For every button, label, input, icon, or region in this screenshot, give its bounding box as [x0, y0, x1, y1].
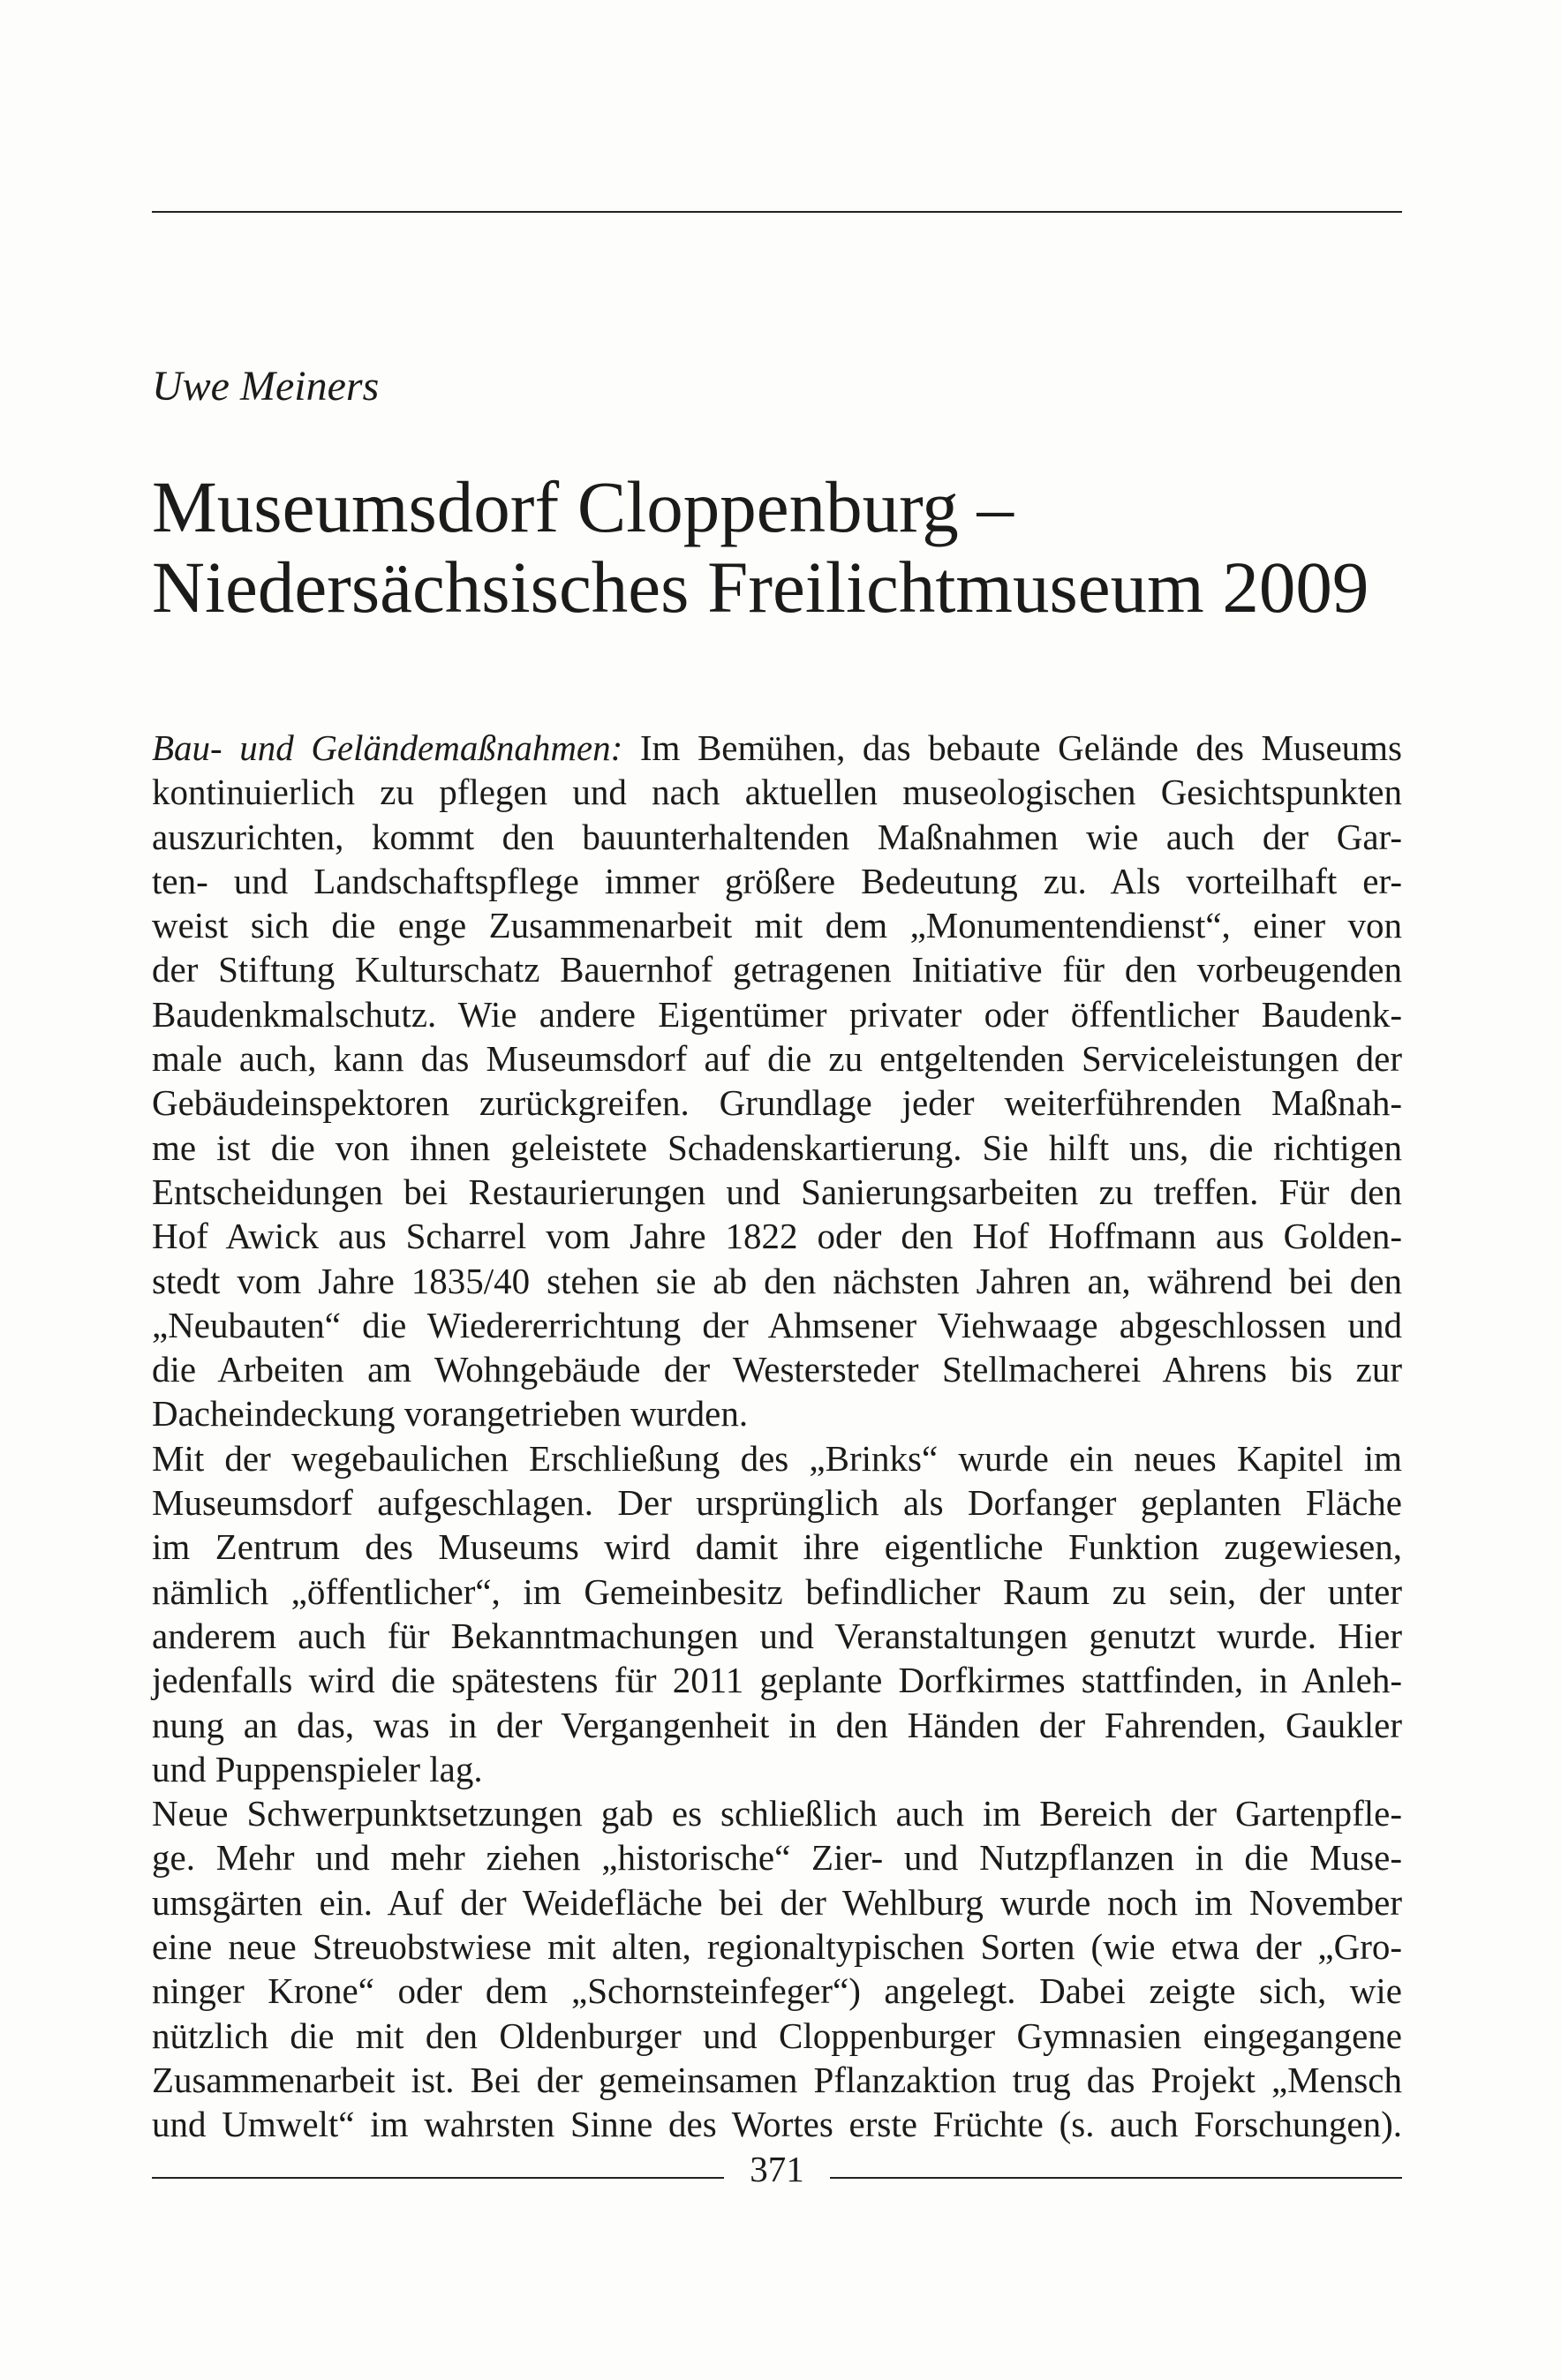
text-line: und Umwelt“ im wahrsten Sinne des Wortes erste Früchte (s. auch Forschungen).: [152, 2104, 1402, 2145]
text-line: nämlich „öffentlicher“, im Gemeinbesitz befindlicher Raum zu sein, der unter: [152, 1570, 1402, 1612]
text-line: nützlich die mit den Oldenburger und Cloppenburger Gymnasien eingegangene: [152, 2015, 1402, 2056]
section-lead: Bau- und Geländemaßnahmen:: [152, 727, 623, 768]
text-line: me ist die von ihnen geleistete Schadenskartierung. Sie hilft uns, die richtigen: [152, 1126, 1402, 1168]
text-line: Entscheidungen bei Restaurierungen und Sanierungsarbeiten zu treffen. Für den: [152, 1171, 1402, 1212]
text-line: „Neubauten“ die Wiedererrichtung der Ahmsener Viehwaage abgeschlossen und: [152, 1304, 1402, 1345]
text-line: jedenfalls wird die spätestens für 2011 geplante Dorfkirmes stattfinden, in Anleh-: [152, 1660, 1402, 1701]
page-footer: [152, 2147, 1402, 2191]
text-line: im Zentrum des Museums wird damit ihre eigentliche Funktion zugewiesen,: [152, 1526, 1402, 1568]
text-line: Museumsdorf aufgeschlagen. Der ursprünglich als Dorfanger geplanten Fläche: [152, 1482, 1402, 1524]
text-line: kontinuierlich zu pflegen und nach aktuellen museologischen Gesichtspunkten: [152, 772, 1402, 813]
text-line: Mit der wegebaulichen Erschließung des „Brinks“ wurde ein neues Kapitel im: [152, 1437, 1402, 1479]
text-line: Gebäudeinspektoren zurückgreifen. Grundlage jeder weiterführenden Maßnah-: [152, 1082, 1402, 1124]
text-line: und Puppenspieler lag.: [152, 1748, 483, 1789]
article-title: [152, 467, 1369, 628]
text-line: umsgärten ein. Auf der Weidefläche bei der Wehlburg wurde noch im November: [152, 1881, 1402, 1923]
text-line: Dacheindeckung vorangetrieben wurden.: [152, 1393, 749, 1435]
title-line: Niedersächsisches Freilichtmuseum 2009: [152, 546, 1369, 628]
header-rule: [152, 211, 1402, 213]
text-line: stedt vom Jahre 1835/40 stehen sie ab den nächsten Jahren an, während bei den: [152, 1260, 1402, 1301]
title-line: Museumsdorf Cloppenburg –: [152, 466, 1014, 547]
text-line: weist sich die enge Zusammenarbeit mit dem „Monumentendienst“, einer von: [152, 905, 1402, 946]
paragraph: [152, 1436, 1402, 1791]
text-line: ninger Krone“ oder dem „Schornsteinfeger“) angelegt. Dabei zeigte sich, wie: [152, 1970, 1402, 2012]
text-line: nung an das, was in der Vergangenheit in den Händen der Fahrenden, Gaukler: [152, 1704, 1402, 1745]
author-name: Uwe Meiners: [152, 363, 380, 410]
footer-rule-right: [830, 2177, 1402, 2179]
footer-rule-left: [152, 2177, 724, 2179]
text-line: male auch, kann das Museumsdorf auf die zu entgeltenden Serviceleistungen der: [152, 1038, 1402, 1080]
text-line-content: Im Bemühen, das bebaute Gelände des Museums: [639, 727, 1402, 768]
text-line: Zusammenarbeit ist. Bei der gemeinsamen Pflanzaktion trug das Projekt „Mensch: [152, 2059, 1402, 2100]
body-text: [152, 726, 1402, 2147]
text-line: anderem auch für Bekanntmachungen und Veranstaltungen genutzt wurde. Hier: [152, 1615, 1402, 1656]
text-line: der Stiftung Kulturschatz Bauernhof getragenen Initiative für den vorbeugenden: [152, 949, 1402, 990]
text-line: ge. Mehr und mehr ziehen „historische“ Zier- und Nutzpflanzen in die Muse-: [152, 1837, 1402, 1879]
text-line: Baudenkmalschutz. Wie andere Eigentümer privater oder öffentlicher Baudenk-: [152, 993, 1402, 1035]
paragraph: [152, 726, 1402, 1436]
text-line: Neue Schwerpunktsetzungen gab es schließlich auch im Bereich der Gartenpfle-: [152, 1793, 1402, 1834]
page-number: 371: [750, 2149, 804, 2189]
text-line: eine neue Streuobstwiese mit alten, regionaltypischen Sorten (wie etwa der „Gro-: [152, 1926, 1402, 1968]
paragraph: [152, 1791, 1402, 2146]
text-line: die Arbeiten am Wohngebäude der Westersteder Stellmacherei Ahrens bis zur: [152, 1349, 1402, 1390]
text-line: Hof Awick aus Scharrel vom Jahre 1822 oder den Hof Hoffmann aus Golden-: [152, 1216, 1402, 1257]
text-line: auszurichten, kommt den bauunterhaltenden Maßnahmen wie auch der Gar-: [152, 816, 1402, 857]
text-line: [152, 726, 1402, 770]
text-line: ten- und Landschaftspflege immer größere Bedeutung zu. Als vorteilhaft er-: [152, 860, 1402, 901]
